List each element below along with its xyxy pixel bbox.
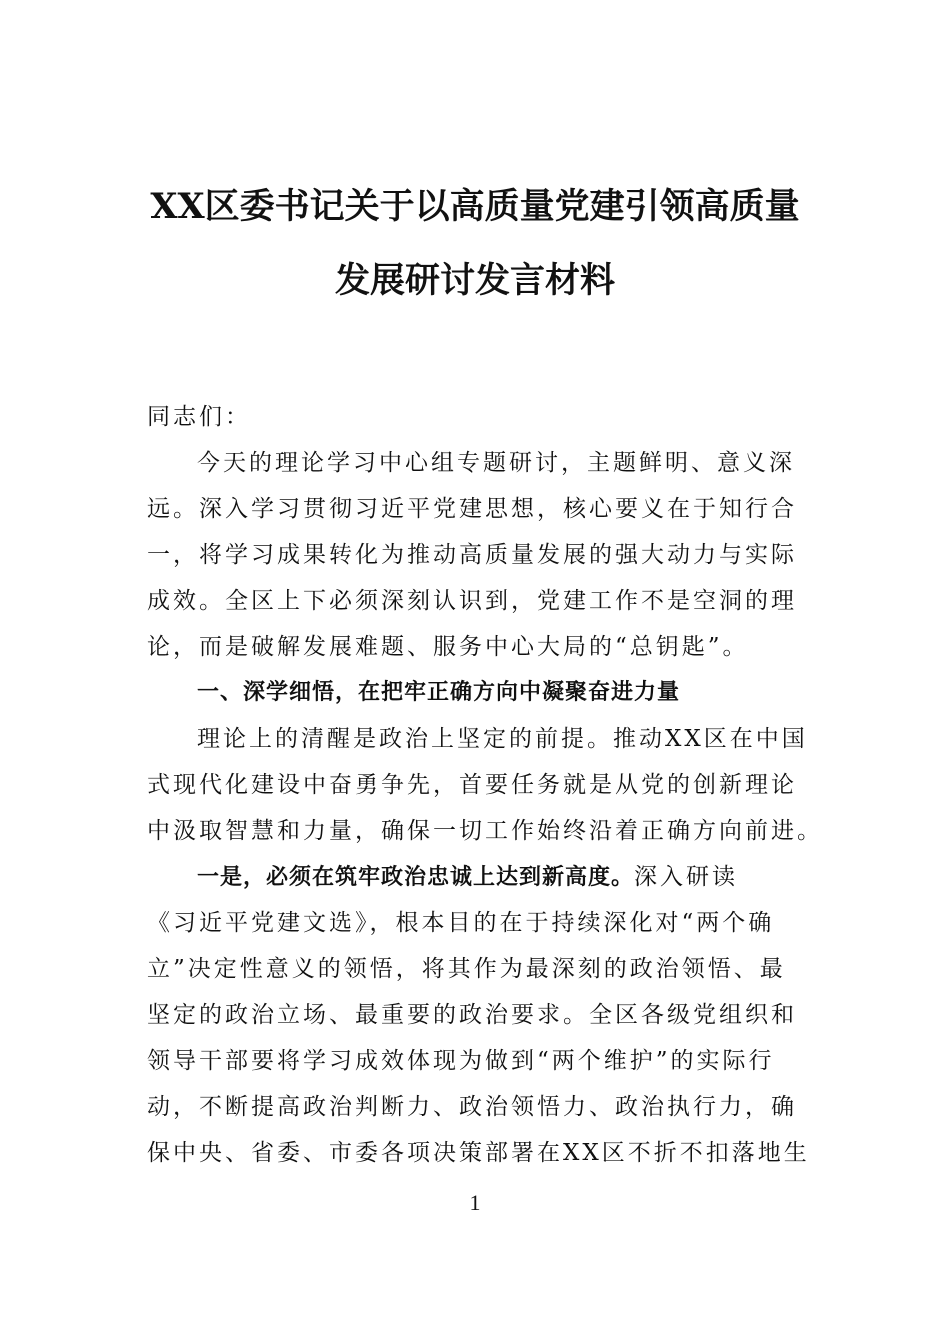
paragraph-3-line-4: 坚定的政治立场、最重要的政治要求。全区各级党组织和: [147, 1002, 797, 1028]
paragraph-1-line-3: 一，将学习成果转化为推动高质量发展的强大动力与实际: [147, 542, 797, 568]
page-number: 1: [469, 1190, 481, 1215]
paragraph-3-line-1-rest: 深入研读: [634, 864, 739, 890]
paragraph-3-lead: 一是，必须在筑牢政治忠诚上达到新高度。: [197, 865, 635, 890]
title-line-1: XX区委书记关于以高质量党建引领高质量: [150, 186, 800, 227]
paragraph-2-line-1: 理论上的清醒是政治上坚定的前提。推动XX区在中国: [197, 726, 808, 752]
paragraph-3-line-2: 《习近平党建文选》，根本目的在于持续深化对“两个确: [147, 910, 775, 936]
paragraph-2-line-3: 中汲取智慧和力量，确保一切工作始终沿着正确方向前进。: [147, 818, 823, 844]
paragraph-2-line-2: 式现代化建设中奋勇争先，首要任务就是从党的创新理论: [147, 772, 797, 798]
paragraph-3-line-7: 保中央、省委、市委各项决策部署在XX区不折不扣落地生: [147, 1140, 810, 1166]
paragraph-3-line-5: 领导干部要将学习成效体现为做到“两个维护”的实际行: [147, 1048, 775, 1074]
paragraph-3-line-3: 立”决定性意义的领悟，将其作为最深刻的政治领悟、最: [147, 956, 786, 982]
salutation: 同志们：: [147, 404, 251, 430]
document-title: [120, 170, 830, 318]
paragraph-1-line-2: 远。深入学习贯彻习近平党建思想，核心要义在于知行合: [147, 496, 797, 522]
title-line-2: 发展研讨发言材料: [334, 260, 615, 301]
document-body: [147, 394, 823, 1176]
paragraph-1-line-4: 成效。全区上下必须深刻认识到，党建工作不是空洞的理: [147, 588, 797, 614]
paragraph-1-line-5: 论，而是破解发展难题、服务中心大局的“总钥匙”。: [147, 634, 749, 660]
section-heading-1: 一、深学细悟，在把牢正确方向中凝聚奋进力量: [197, 680, 681, 705]
paragraph-1-line-1: 今天的理论学习中心组专题研讨，主题鲜明、意义深: [197, 450, 795, 476]
paragraph-3-line-1: [147, 854, 805, 900]
paragraph-3-line-6: 动，不断提高政治判断力、政治领悟力、政治执行力，确: [147, 1094, 797, 1120]
